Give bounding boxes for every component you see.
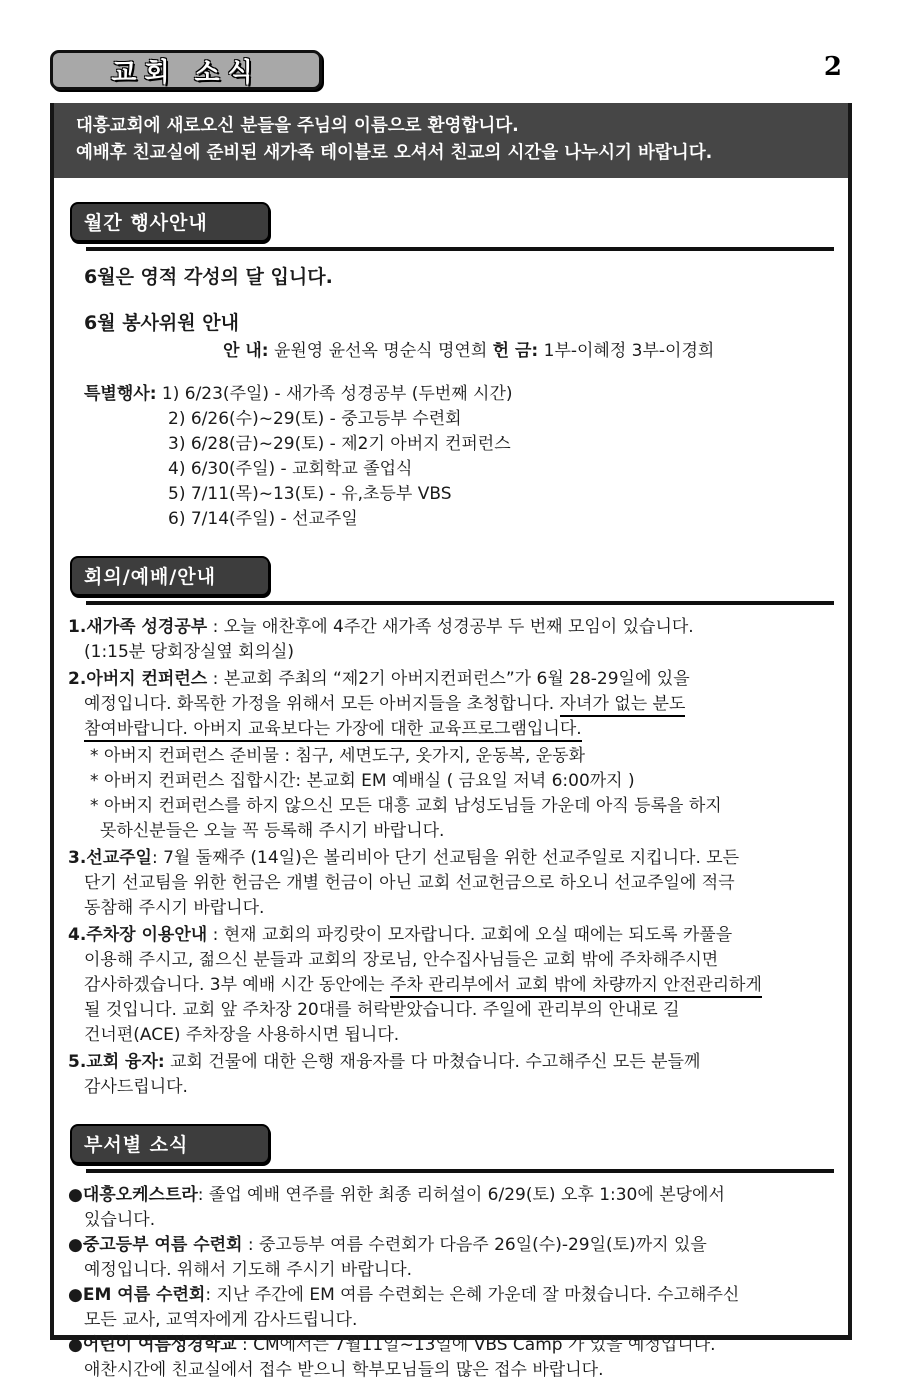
text-line [68,846,840,871]
text: 5) 7/11(목)~13(토) - 유,초등부 VBS [168,484,452,504]
text-line [168,457,840,482]
text: * 아버지 컨퍼런스 집합시간: 본교회 EM 예배실 ( 금요일 저녁 6:00까지 ) [90,771,635,791]
section-rule [86,247,834,251]
text: : 중고등부 여름 수련회가 다음주 26일(수)-29일(토)까지 있을 [242,1235,707,1255]
text-line [84,1258,840,1283]
text-line [84,265,840,291]
text-line [168,407,840,432]
text-line [84,717,840,742]
text-line [68,1183,840,1208]
page-title-box [50,50,322,90]
underlined-text: 주차 관리부에서 교회 밖에 차량까지 안전관리하게 [390,975,762,998]
text-line [84,1358,840,1383]
text: 애찬시간에 친교실에서 접수 받으니 학부모님들의 많은 접수 바랍니다. [84,1360,604,1380]
welcome-banner-line-1: 대흥교회에 새로오신 분들을 주님의 이름으로 환영합니다. [76,116,519,136]
section-monthly-events [68,178,840,532]
text: : CM에서는 7월11일~13일에 VBS Camp 가 있을 예정입니다. [236,1335,716,1355]
text: 1) 6/23(주일) - 새가족 성경공부 (두번째 시간) [156,384,513,404]
text-line [90,769,840,794]
underlined-text: 참여바랍니다. 아버지 교육보다는 가장에 대한 교육프로그램입니다. [84,719,582,742]
text: : 오늘 애찬후에 4주간 새가족 성경공부 두 번째 모임이 있습니다. [207,617,694,637]
bold-text: 헌 금: [492,341,539,361]
section-header-department-news: 부서별 소식 [70,1124,270,1164]
text: 있습니다. [84,1210,156,1230]
text: 될 것입니다. 교회 앞 주차장 20대를 허락받았습니다. 주일에 관리부의 안내로 길 [84,1000,680,1020]
text-line [84,640,840,665]
text-line [68,1333,840,1358]
section-header-monthly-events: 월간 행사안내 [70,202,270,242]
section-meetings-worship [68,532,840,1100]
text-line [68,667,840,692]
text-line [68,1233,840,1258]
section-rule [86,601,834,605]
text-line [84,998,840,1023]
text-line [100,819,840,844]
bold-text: 5.교회 융자: [68,1052,165,1072]
section-department-news [68,1100,840,1383]
bold-text: ●대흥오케스트라 [68,1185,198,1205]
text-line [68,1283,840,1308]
bold-text: 6월 봉사위원 안내 [84,312,239,334]
text: 감사하겠습니다. 3부 예배 시간 동안에는 [84,975,390,995]
text: * 아버지 컨퍼런스를 하지 않으신 모든 대흥 교회 남성도님들 가운데 아직 등록을 하지 [90,796,722,816]
text: * 아버지 컨퍼런스 준비물 : 침구, 세면도구, 옷가지, 운동복, 운동화 [90,746,586,766]
text: 예정입니다. 화목한 가정을 위해서 모든 아버지들을 초청합니다. [84,694,560,714]
text: 모든 교사, 교역자에게 감사드립니다. [84,1310,358,1330]
text: : 7월 둘째주 (14일)은 볼리비아 단기 선교팀을 위한 선교주일로 지킵니다. 모든 [151,848,740,868]
section-body-meetings-worship [68,615,840,1100]
text-line [84,871,840,896]
sections-container [54,178,848,1383]
text: 3) 6/28(금)~29(토) - 제2기 아버지 컨퍼런스 [168,434,511,454]
text: 2) 6/26(수)~29(토) - 중고등부 수련회 [168,409,462,429]
bold-text: ●중고등부 여름 수련회 [68,1235,243,1255]
text-line [68,1050,840,1075]
bold-text: ●어린이 여름성경학교 [68,1335,237,1355]
text: 예정입니다. 위해서 기도해 주시기 바랍니다. [84,1260,413,1280]
bold-text: 1.새가족 성경공부 [68,617,208,637]
text-line [168,432,840,457]
welcome-banner [54,103,848,178]
text: : 현재 교회의 파킹랏이 모자랍니다. 교회에 오실 때에는 되도록 카풀을 [207,925,733,945]
text-line [84,1023,840,1048]
text: 동참해 주시기 바랍니다. [84,898,265,918]
underlined-text: 자녀가 없는 분도 [560,694,686,717]
page-number: 2 [823,52,842,82]
text: 1부-이혜정 3부-이경희 [538,341,715,361]
text-line [84,948,840,973]
text-line [90,744,840,769]
text-line [68,923,840,948]
section-header-meetings-worship: 회의/예배/안내 [70,556,270,596]
text-line [84,973,840,998]
text: 교회 건물에 대한 은행 재융자를 다 마쳤습니다. 수고해주신 모든 분들께 [164,1052,701,1072]
text: : 지난 주간에 EM 여름 수련회는 은혜 가운데 잘 마쳤습니다. 수고해주신 [205,1285,740,1305]
text: 감사드립니다. [84,1077,188,1097]
text-line [84,1075,840,1100]
text-line [84,1208,840,1233]
text-line [68,615,840,640]
page-title: 교회 소식 [111,57,261,88]
bulletin-content-box [50,103,852,1380]
text: (1:15분 당회장실옆 회의실) [84,642,295,662]
text-line [168,482,840,507]
bold-text: 6월은 영적 각성의 달 입니다. [84,266,333,288]
bold-text: 안 내: [223,341,269,361]
text: 윤원영 윤선옥 명순식 명연희 [268,341,493,361]
text: 건너편(ACE) 주차장을 사용하시면 됩니다. [84,1025,400,1045]
text: 4) 6/30(주일) - 교회학교 졸업식 [168,459,413,479]
text-line [84,1308,840,1333]
welcome-banner-line-2: 예배후 친교실에 준비된 새가족 테이블로 오셔서 친교의 시간을 나누시기 바랍니다. [76,143,713,163]
section-body-department-news [68,1183,840,1383]
text-line [84,896,840,921]
text: 6) 7/14(주일) - 선교주일 [168,509,358,529]
bold-text: ●EM 여름 수련회 [68,1285,206,1305]
text-line [84,311,840,337]
text: 이용해 주시고, 젊으신 분들과 교회의 장로님, 안수집사님들은 교회 밖에 주차해주시면 [84,950,719,970]
text-line [168,507,840,532]
bold-text: 특별행사: [84,384,157,404]
text-line [90,794,840,819]
text: : 본교회 주최의 “제2기 아버지컨퍼런스”가 6월 28-29일에 있을 [207,669,690,689]
section-rule [86,1169,834,1173]
text: : 졸업 예배 연주를 위한 최종 리허설이 6/29(토) 오후 1:30에 본당에서 [197,1185,725,1205]
text-line [223,339,840,364]
text-line [84,382,840,407]
bold-text: 4.주차장 이용안내 [68,925,208,945]
text: 단기 선교팀을 위한 헌금은 개별 헌금이 아닌 교회 선교헌금으로 하오니 선교주일에 적극 [84,873,735,893]
bold-text: 3.선교주일 [68,848,152,868]
bold-text: 2.아버지 컨퍼런스 [68,669,208,689]
text-line [84,692,840,717]
text: 못하신분들은 오늘 꼭 등록해 주시기 바랍니다. [100,821,445,841]
section-body-monthly-events [68,265,840,532]
